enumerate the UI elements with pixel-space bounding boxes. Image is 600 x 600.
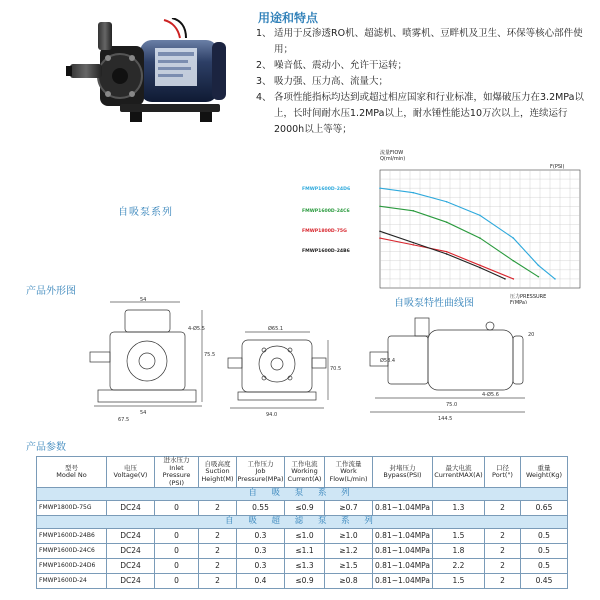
dim-side-height: 70.5 xyxy=(330,366,342,372)
dim-front-base: 67.5 xyxy=(118,417,130,422)
spec-header-line: Job xyxy=(255,467,266,476)
outline-title: 产品外形图 xyxy=(26,286,76,297)
spec-cell: 0.3 xyxy=(237,544,285,559)
side-view-drawing xyxy=(228,325,341,418)
spec-cell: 0.81~1.04MPa xyxy=(373,544,433,559)
spec-group-row xyxy=(37,516,568,529)
series-point xyxy=(513,260,515,262)
spec-header-cell xyxy=(285,457,325,488)
spec-cell: 0.3 xyxy=(237,559,285,574)
spec-cell: 2 xyxy=(199,574,237,589)
series-point xyxy=(479,215,481,217)
spec-header-cell xyxy=(521,457,568,488)
spec-cell: 0.45 xyxy=(521,574,568,589)
spec-header-cell xyxy=(325,457,373,488)
spec-row xyxy=(37,574,568,589)
series-point xyxy=(538,265,540,267)
spec-model-cell: FMWP1800D-75G xyxy=(37,501,107,516)
spec-table xyxy=(36,456,568,589)
spec-cell: 1.5 xyxy=(433,529,485,544)
feature-number: 4、 xyxy=(256,92,272,103)
spec-model-cell: FMWP1600D-24C6 xyxy=(37,544,107,559)
spec-header-line: 封堵压力 xyxy=(389,463,416,472)
spec-header-line: Pressure(MPa) xyxy=(237,474,284,483)
spec-header-line: 进水压力 xyxy=(163,456,190,464)
series-point xyxy=(446,251,448,253)
spec-header-line: Bypass(PSI) xyxy=(383,471,422,479)
dim-side-width: 94.0 xyxy=(266,412,278,418)
spec-header-line: Inlet Pressure xyxy=(162,463,191,479)
spec-header-line: Suction xyxy=(205,467,230,476)
series-point xyxy=(479,237,481,239)
feature-number: 2、 xyxy=(256,60,272,71)
series-point xyxy=(479,265,481,267)
dim-front-top: 54 xyxy=(140,297,147,303)
front-view-drawing xyxy=(90,297,215,422)
spec-row xyxy=(37,559,568,574)
spec-cell: DC24 xyxy=(107,529,155,544)
spec-cell: ≤1.3 xyxy=(285,559,325,574)
spec-cell: DC24 xyxy=(107,559,155,574)
spec-cell: 2.2 xyxy=(433,559,485,574)
spec-cell: ≤1.1 xyxy=(285,544,325,559)
spec-header-cell xyxy=(37,457,107,488)
curve-ylabel-cn: 流量FIOW xyxy=(380,150,404,156)
spec-cell: 0.55 xyxy=(237,501,285,516)
spec-group-label: 自 吸 泵 系 列 xyxy=(37,488,568,501)
spec-cell: 1.3 xyxy=(433,501,485,516)
spec-cell: 2 xyxy=(199,501,237,516)
series-caption: 自吸泵系列 xyxy=(118,207,173,218)
spec-header-line: 工作流量 xyxy=(335,459,362,468)
spec-cell: ≤0.9 xyxy=(285,501,325,516)
spec-header-line: Port(") xyxy=(492,471,513,479)
spec-cell: 0 xyxy=(155,501,199,516)
dim-top-mid: 75.0 xyxy=(446,402,458,408)
dim-side-top: Ø65.1 xyxy=(268,326,284,332)
pump-photo xyxy=(60,18,230,138)
spec-header-line: Height(M) xyxy=(201,474,234,483)
spec-header-line: Weight(Kg) xyxy=(525,471,563,479)
spec-cell: ≤0.9 xyxy=(285,574,325,589)
curve-caption: 自吸泵特性曲线图 xyxy=(394,298,474,309)
dim-front-height: 75.5 xyxy=(204,352,216,358)
series-point xyxy=(446,201,448,203)
series-point xyxy=(446,221,448,223)
spec-row xyxy=(37,501,568,516)
spec-cell: 2 xyxy=(199,544,237,559)
spec-header-line: 型号 xyxy=(65,463,78,472)
spec-cell: ≥0.7 xyxy=(325,501,373,516)
spec-header-line: Voltage(V) xyxy=(113,471,148,479)
series-point xyxy=(446,253,448,255)
spec-header-cell xyxy=(485,457,521,488)
curve-xlabel-top: F(PSI) xyxy=(550,164,565,170)
spec-header-cell xyxy=(373,457,433,488)
spec-cell: 2 xyxy=(199,559,237,574)
spec-header-cell xyxy=(199,457,237,488)
spec-cell: 0.5 xyxy=(521,544,568,559)
series-point xyxy=(379,230,381,232)
spec-header-cell xyxy=(237,457,285,488)
spec-cell: 1.8 xyxy=(433,544,485,559)
curve-xlabel-cn: 压力PRESSURE xyxy=(510,294,547,300)
spec-header-line: Working xyxy=(291,467,318,476)
spec-header-line: Current(A) xyxy=(287,474,322,483)
features-list xyxy=(256,26,586,138)
dim-top-left: Ø58.4 xyxy=(380,358,396,364)
spec-header-line: 自吸高度 xyxy=(204,459,231,468)
spec-header-cell xyxy=(107,457,155,488)
spec-cell: DC24 xyxy=(107,544,155,559)
series-point xyxy=(538,276,540,278)
series-point xyxy=(413,210,415,212)
spec-cell: 0.65 xyxy=(521,501,568,516)
series-point xyxy=(379,206,381,208)
characteristic-curve-chart xyxy=(300,146,585,304)
feature-item xyxy=(256,74,586,90)
outline-drawings xyxy=(70,296,540,422)
spec-cell: 0.81~1.04MPa xyxy=(373,574,433,589)
feature-text: 吸力强、压力高、流量大； xyxy=(274,76,389,87)
legend-label: FMWP1600D-24C6 xyxy=(302,209,350,214)
spec-cell: ≥1.5 xyxy=(325,559,373,574)
spec-header-line: 工作压力 xyxy=(247,459,274,468)
spec-header-row xyxy=(37,457,568,488)
legend-label: FMWP1600D-24D6 xyxy=(302,187,351,192)
spec-model-cell: FMWP1600D-24B6 xyxy=(37,529,107,544)
series-line xyxy=(380,231,505,279)
spec-header-line: (PSI) xyxy=(168,478,185,487)
spec-header-line: Model No xyxy=(56,471,87,479)
plot-grid xyxy=(380,170,580,288)
legend-label: FMWP1600D-24B6 xyxy=(302,249,350,254)
spec-model-cell: FMWP1600D-24D6 xyxy=(37,559,107,574)
feature-text: 各项性能指标均达到或超过相应国家和行业标准，如爆破压力在3.2MPa以上，长时间耐水压1.2MPa以上，耐水锤性能达10万次以上，连续运行2000h以上等等； xyxy=(274,92,584,135)
curve-xlabel-unit: F(MPa) xyxy=(510,300,527,304)
dim-top-right: 4-Ø5.6 xyxy=(482,392,499,398)
spec-cell: 2 xyxy=(199,529,237,544)
series-point xyxy=(479,267,481,269)
spec-header-line: 电压 xyxy=(124,463,137,472)
feature-item xyxy=(256,58,586,74)
series-point xyxy=(413,244,415,246)
feature-text: 噪音低、震动小、允许干运转； xyxy=(274,60,408,71)
spec-cell: ≥0.8 xyxy=(325,574,373,589)
dim-front-side: 4-Ø5.5 xyxy=(188,326,205,332)
spec-group-label: 自 吸 超 滤 泵 系 列 xyxy=(37,516,568,529)
params-title: 产品参数 xyxy=(26,442,66,453)
spec-cell: 2 xyxy=(485,574,521,589)
series-point xyxy=(379,187,381,189)
spec-header-cell xyxy=(155,457,199,488)
spec-cell: 0 xyxy=(155,544,199,559)
spec-cell: 0.4 xyxy=(237,574,285,589)
spec-cell: 0.3 xyxy=(237,529,285,544)
spec-cell: 0 xyxy=(155,574,199,589)
spec-cell: ≥1.2 xyxy=(325,544,373,559)
series-point xyxy=(413,242,415,244)
spec-row xyxy=(37,529,568,544)
spec-header-line: Work Flow(L/min) xyxy=(329,467,368,483)
spec-row xyxy=(37,544,568,559)
spec-model-cell: FMWP1600D-24 xyxy=(37,574,107,589)
feature-text: 适用于反渗透RO机、超滤机、喷雾机、豆畔机及卫生、环保等核心部件使用； xyxy=(274,28,583,55)
spec-header-line: CurrentMAX(A) xyxy=(434,471,483,479)
series-point xyxy=(504,278,506,280)
spec-header-line: 工作电流 xyxy=(291,459,318,468)
series-point xyxy=(513,237,515,239)
spec-cell: 2 xyxy=(485,501,521,516)
spec-cell: ≥1.0 xyxy=(325,529,373,544)
spec-cell: 0.81~1.04MPa xyxy=(373,529,433,544)
dim-front-bottom: 54 xyxy=(140,410,147,416)
feature-number: 1、 xyxy=(256,28,272,39)
spec-header-line: 重量 xyxy=(537,463,551,472)
spec-cell: DC24 xyxy=(107,574,155,589)
spec-cell: 2 xyxy=(485,544,521,559)
feature-item xyxy=(256,26,586,58)
spec-cell: 1.5 xyxy=(433,574,485,589)
dim-top-side: 20 xyxy=(528,332,535,338)
spec-cell: 2 xyxy=(485,529,521,544)
spec-cell: 2 xyxy=(485,559,521,574)
dim-top-total: 144.5 xyxy=(438,416,453,422)
spec-header-cell xyxy=(433,457,485,488)
spec-cell: 0.5 xyxy=(521,529,568,544)
spec-header-line: 最大电流 xyxy=(445,463,472,472)
spec-cell: ≤1.0 xyxy=(285,529,325,544)
features-title: 用途和特点 xyxy=(258,11,319,25)
spec-cell: 0.81~1.04MPa xyxy=(373,559,433,574)
spec-cell: 0.5 xyxy=(521,559,568,574)
legend-label: FMWP1800D-75G xyxy=(302,229,347,234)
series-point xyxy=(379,237,381,239)
spec-cell: 0 xyxy=(155,559,199,574)
feature-number: 3、 xyxy=(256,76,272,87)
spec-cell: 0 xyxy=(155,529,199,544)
plot-legend xyxy=(302,186,350,254)
spec-group-row xyxy=(37,488,568,501)
spec-cell: DC24 xyxy=(107,501,155,516)
series-point xyxy=(554,278,556,280)
curve-ylabel-unit: Q(ml/min) xyxy=(380,156,406,162)
series-point xyxy=(413,192,415,194)
spec-cell: 0.81~1.04MPa xyxy=(373,501,433,516)
feature-item xyxy=(256,90,586,138)
spec-header-line: 口径 xyxy=(496,463,509,472)
series-line xyxy=(380,206,538,276)
series-point xyxy=(513,278,515,280)
top-view-drawing xyxy=(370,318,534,422)
